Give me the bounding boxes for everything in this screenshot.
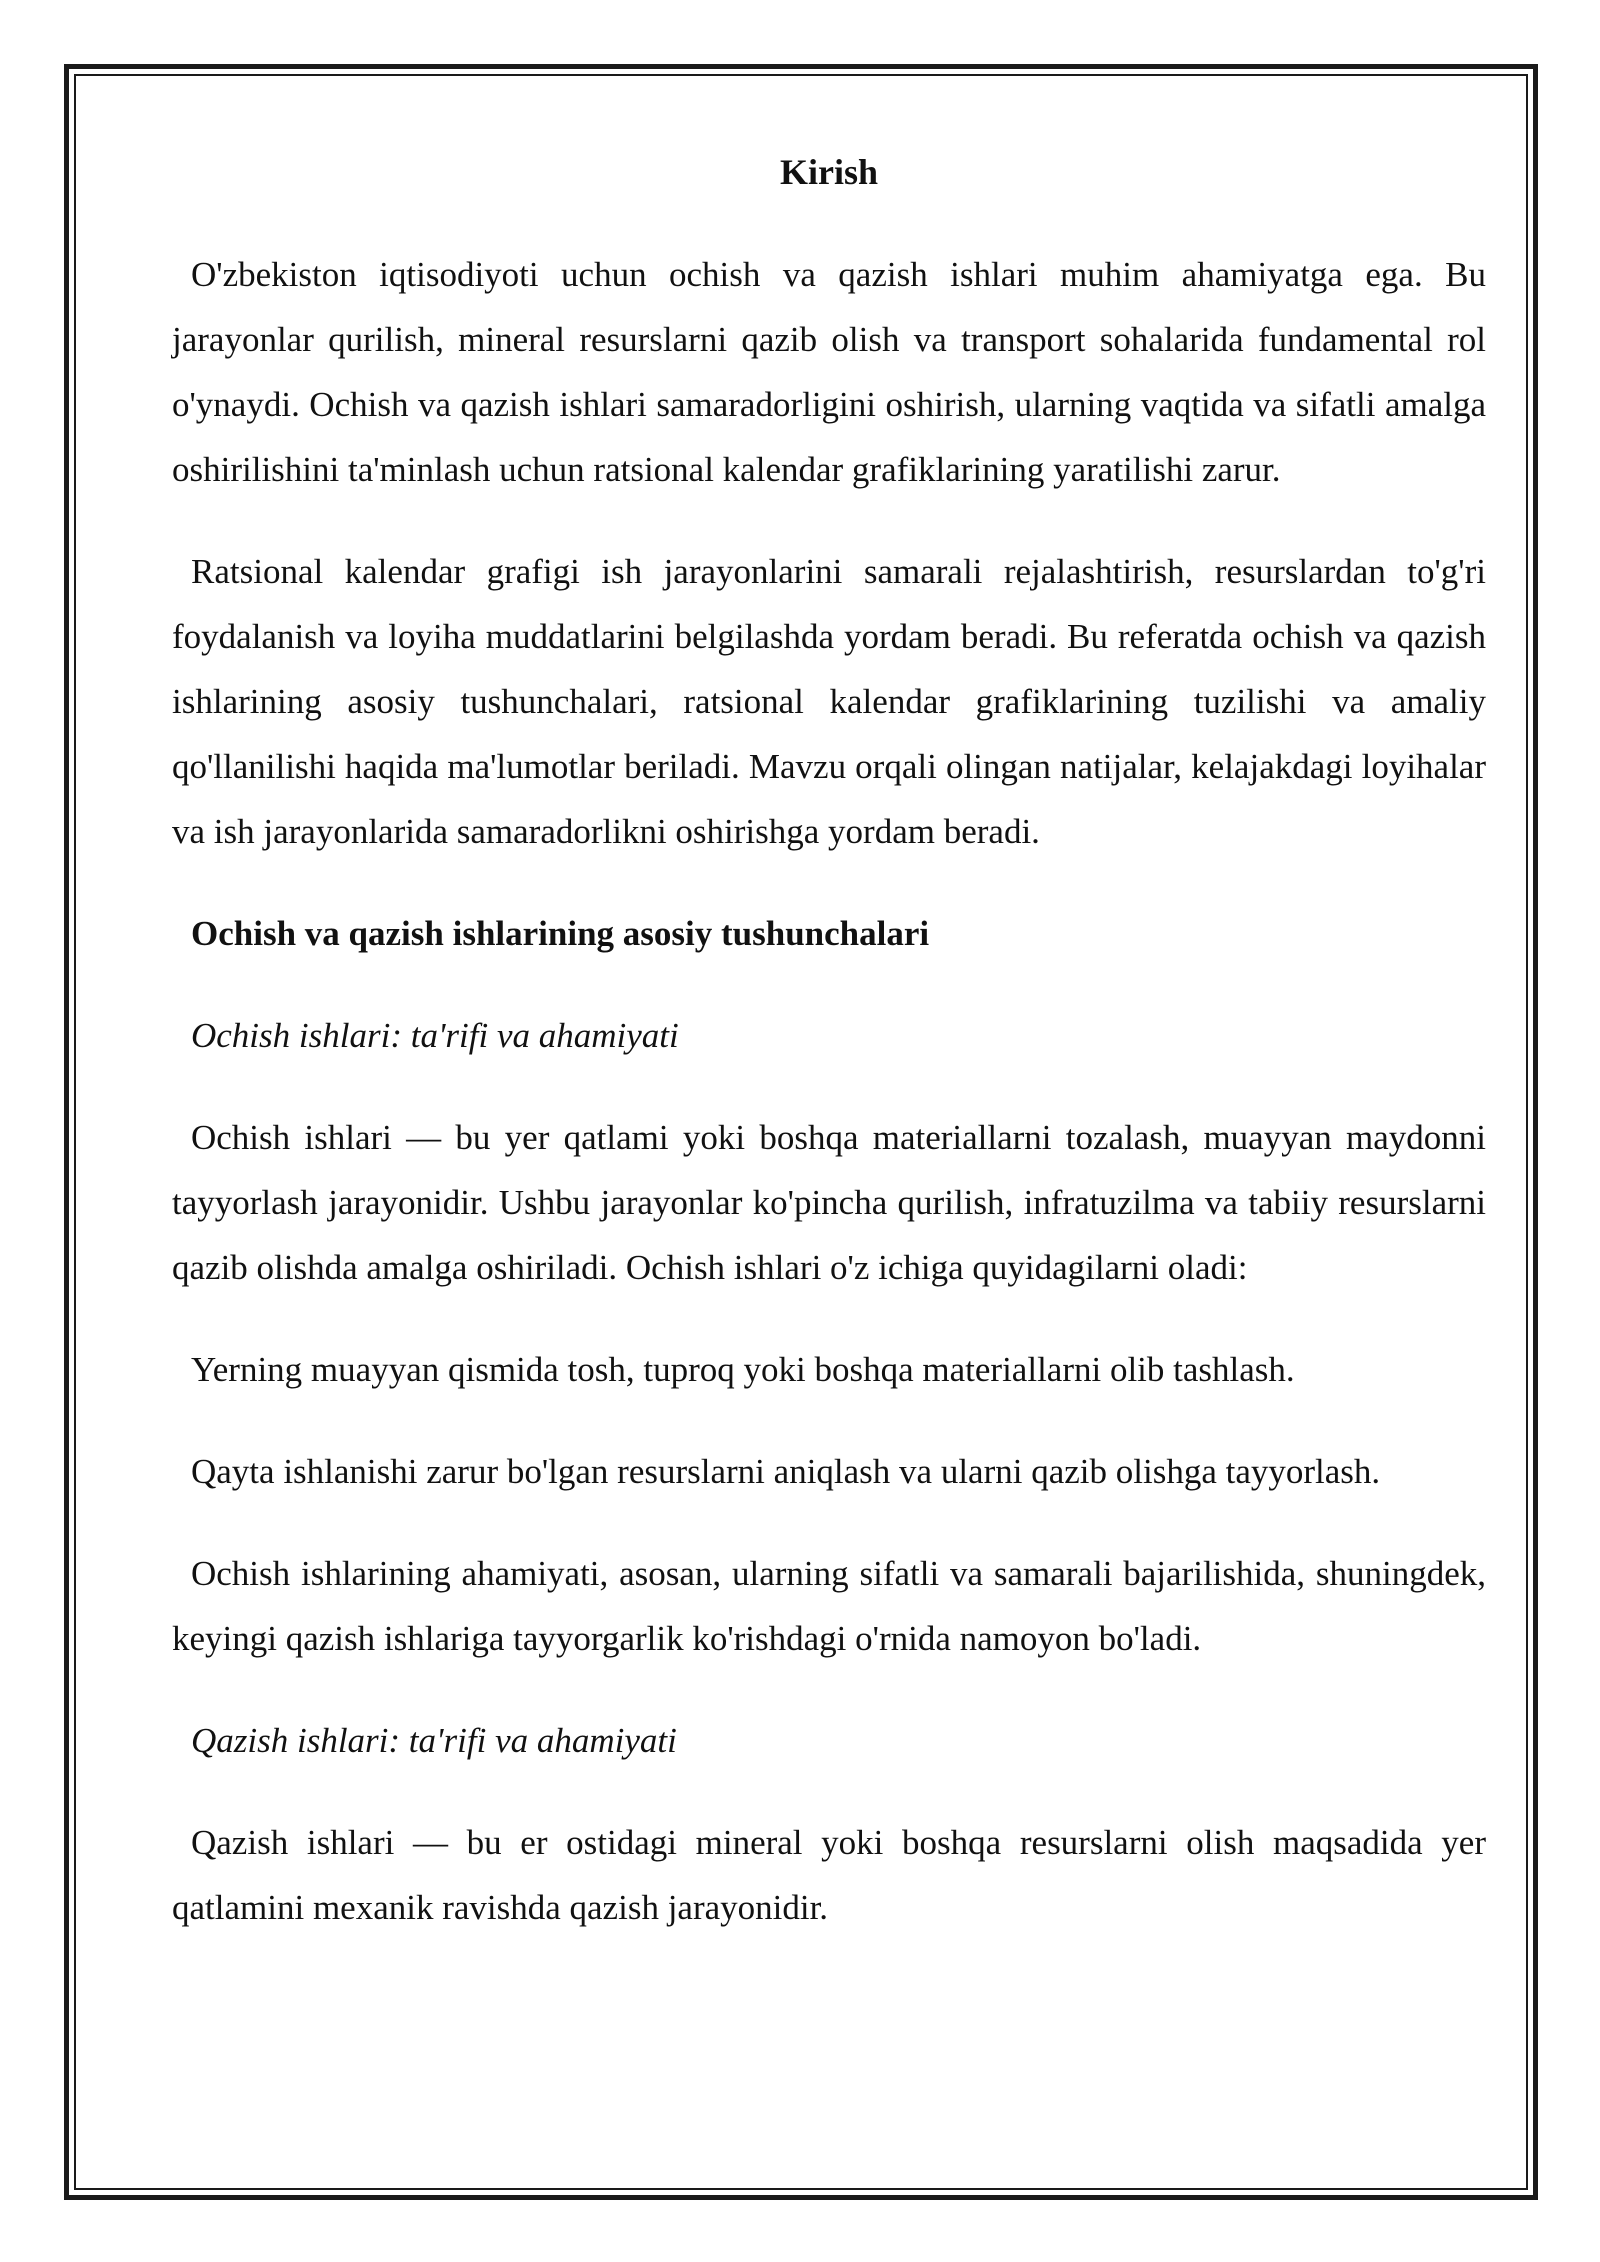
subsection-heading-qazish: Qazish ishlari: ta'rifi va ahamiyati <box>191 1721 677 1760</box>
ochish-list-item-2: Qayta ishlanishi zarur bo'lgan resurslarni aniqlash va ularni qazib olishga tayyorlash. <box>191 1452 1381 1491</box>
subsection-heading-ochish: Ochish ishlari: ta'rifi va ahamiyati <box>191 1016 679 1055</box>
ochish-paragraph-1: Ochish ishlari — bu yer qatlami yoki boshqa materiallarni tozalash, muayyan maydonni tayyorlash jarayonidir. Ushbu jarayonlar ko'pincha qurilish, infratuzilma va tabiiy resurslarni qazib olishda amalga oshiriladi. Ochish ishlari o'z ichiga quyidagilarni oladi: <box>172 1118 1486 1287</box>
qazish-paragraph-1: Qazish ishlari — bu er ostidagi mineral yoki boshqa resurslarni olish maqsadida yer qatlamini mexanik ravishda qazish jarayonidir. <box>172 1823 1486 1927</box>
section-heading: Ochish va qazish ishlarining asosiy tushunchalari <box>191 914 930 953</box>
intro-paragraph-2: Ratsional kalendar grafigi ish jarayonlarini samarali rejalashtirish, resurslardan to'g'ri foydalanish va loyiha muddatlarini belgilashda yordam beradi. Bu referatda ochish va qazish ishlarining asosiy tushunchalari, ratsional kalendar grafiklarining tuzilishi va amaliy qo'llanilishi haqida ma'lumotlar beriladi. Mavzu orqali olingan natijalar, kelajakdagi loyihalar va ish jarayonlarida samaradorlikni oshirishga yordam beradi. <box>172 552 1486 851</box>
ochish-paragraph-2: Ochish ishlarining ahamiyati, asosan, ularning sifatli va samarali bajarilishida, shuningdek, keyingi qazish ishlariga tayyorgarlik ko'rishdagi o'rnida namoyon bo'ladi. <box>172 1554 1486 1658</box>
intro-paragraph-1: O'zbekiston iqtisodiyoti uchun ochish va qazish ishlari muhim ahamiyatga ega. Bu jarayonlar qurilish, mineral resurslarni qazib olish va transport sohalarida fundamental rol o'ynaydi. Ochish va qazish ishlari samaradorligini oshirish, ularning vaqtida va sifatli amalga oshirilishini ta'minlash uchun ratsional kalendar grafiklarining yaratilishi zarur. <box>172 255 1486 489</box>
page-title: Kirish <box>779 152 878 192</box>
ochish-list-item-1: Yerning muayyan qismida tosh, tuproq yoki boshqa materiallarni olib tashlash. <box>191 1350 1295 1389</box>
document-body <box>172 140 1486 1977</box>
